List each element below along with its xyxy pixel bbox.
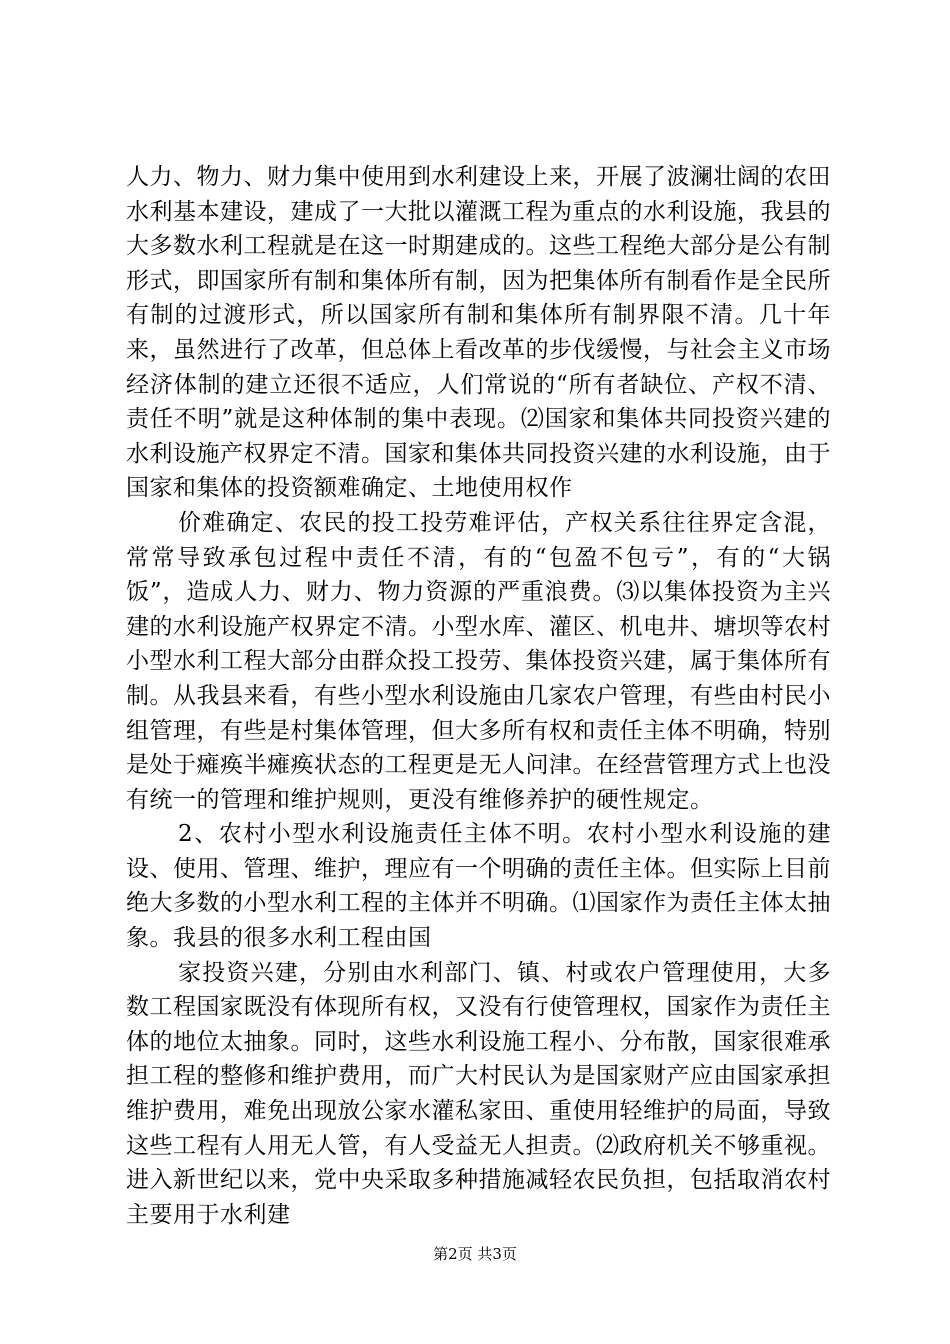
paragraph-1: 人力、物力、财力集中使用到水利建设上来，开展了波澜壮阔的农田水利基本建设，建成了一大批以灌溉工程为重点的水利设施，我县的大多数水利工程就是在这一时期建成的。这些工程绝大部分是公有制形式，即国家所有制和集体所有制，因为把集体所有制看作是全民所有制的过渡形式，所以国家所有制和集体所有制界限不清。几十年来，虽然进行了改革，但总体上看改革的步伐缓慢，与社会主义市场经济体制的建立还很不适应，人们常说的“所有者缺位、产权不清、责任不明”就是这种体制的集中表现。⑵国家和集体共同投资兴建的水利设施产权界定不清。国家和集体共同投资兴建的水利设施，由于国家和集体的投资额难确定、土地使用权作 <box>126 164 831 502</box>
document-body <box>126 160 831 1232</box>
paragraph-4: 家投资兴建，分别由水利部门、镇、村或农户管理使用，大多数工程国家既没有体现所有权，又没有行使管理权，国家作为责任主体的地位太抽象。同时，这些水利设施工程小、分布散，国家很难承担工程的整修和维护费用，而广大村民认为是国家财产应由国家承担维护费用，难免出现放公家水灌私家田、重使用轻维护的局面，导致这些工程有人用无人管，有人受益无人担责。⑵政府机关不够重视。进入新世纪以来，党中央采取多种措施减轻农民负担，包括取消农村主要用于水利建 <box>126 959 831 1228</box>
paragraph-2: 价难确定、农民的投工投劳难评估，产权关系往往界定含混，常常导致承包过程中责任不清，有的“包盈不包亏”，有的“大锅饭”，造成人力、财力、物力资源的严重浪费。⑶以集体投资为主兴建的水利设施产权界定不清。小型水库、灌区、机电井、塘坝等农村小型水利工程大部分由群众投工投劳、集体投资兴建，属于集体所有制。从我县来看，有些小型水利设施由几家农户管理，有些由村民小组管理，有些是村集体管理，但大多所有权和责任主体不明确，特别是处于瘫痪半瘫痪状态的工程更是无人问津。在经营管理方式上也没有统一的管理和维护规则，更没有维修养护的硬性规定。 <box>126 509 831 813</box>
paragraph-3: 2、农村小型水利设施责任主体不明。农村小型水利设施的建设、使用、管理、维护，理应有一个明确的责任主体。但实际上目前绝大多数的小型水利工程的主体并不明确。⑴国家作为责任主体太抽象。我县的很多水利工程由国 <box>126 821 831 952</box>
page-footer: 第2页 共3页 <box>433 1245 517 1263</box>
